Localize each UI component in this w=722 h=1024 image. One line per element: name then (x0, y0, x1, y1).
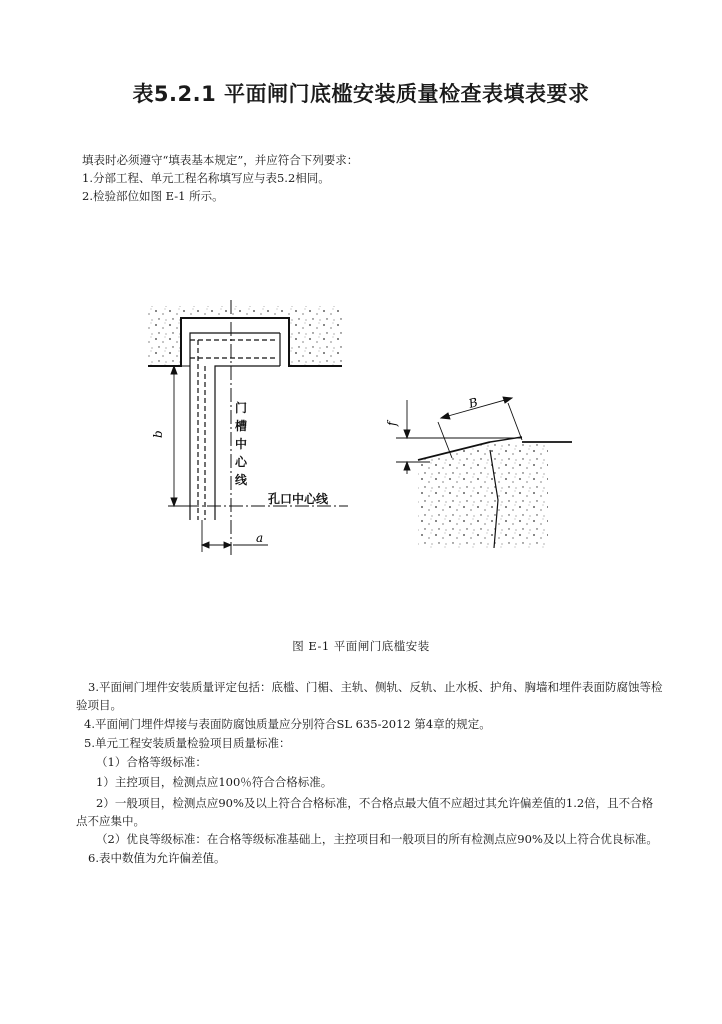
note-5-2: （2）优良等级标准：在合格等级标准基础上，主控项目和一般项目的所有检测点应90%及以上符合优良标准。 (96, 832, 658, 846)
note-3-line-1: 3.平面闸门埋件安装质量评定包括：底槛、门楣、主轨、侧轨、反轨、止水板、护角、胸墙和埋件表面防腐蚀等检 (88, 680, 663, 694)
dimension-b-label: b (151, 430, 165, 438)
slot-center-char-4: 心 (235, 455, 248, 469)
note-5-1-2-line-2: 点不应集中。 (76, 814, 145, 828)
dimension-a-label: a (256, 531, 264, 545)
slot-center-char-3: 中 (235, 437, 248, 451)
slot-center-char-5: 线 (235, 473, 248, 487)
requirement-item-1: 1.分部工程、单元工程名称填写应与表5.2相同。 (82, 171, 330, 185)
dimension-B-label: B (467, 395, 480, 411)
requirements-intro: 填表时必须遵守“填表基本规定”，并应符合下列要求： (82, 153, 359, 167)
dimension-b (168, 366, 190, 506)
requirement-item-2: 2.检验部位如图 E-1 所示。 (82, 189, 224, 203)
dimension-f-label: f (385, 421, 399, 426)
note-5-1: （1）合格等级标准： (96, 755, 207, 769)
note-4: 4.平面闸门埋件焊接与表面防腐蚀质量应分别符合SL 635-2012 第4章的规定。 (84, 717, 491, 731)
figure-e1-diagram (0, 290, 722, 570)
note-5-1-2-line-1: 2）一般项目，检测点应90%及以上符合合格标准，不合格点最大值不应超过其允许偏差值的1.2倍，且不合格 (96, 796, 654, 810)
slot-center-char-2: 槽 (235, 419, 248, 433)
figure-caption: 图 E-1 平面闸门底槛安装 (292, 639, 430, 653)
slot-center-char-1: 门 (235, 401, 248, 415)
left-concrete-block (148, 306, 342, 366)
slot-center-label (234, 400, 248, 487)
page-title: 表5.2.1 平面闸门底槛安装质量检查表填表要求 (132, 82, 590, 106)
orifice-center-label: 孔口中心线 (268, 492, 329, 506)
note-6: 6.表中数值为允许偏差值。 (88, 851, 226, 865)
right-concrete-block (418, 437, 572, 548)
note-5: 5.单元工程安装质量检验项目质量标准： (84, 736, 291, 750)
note-5-1-1: 1）主控项目，检测点应100％符合合格标准。 (96, 775, 333, 789)
note-3-line-2: 验项目。 (76, 698, 122, 712)
